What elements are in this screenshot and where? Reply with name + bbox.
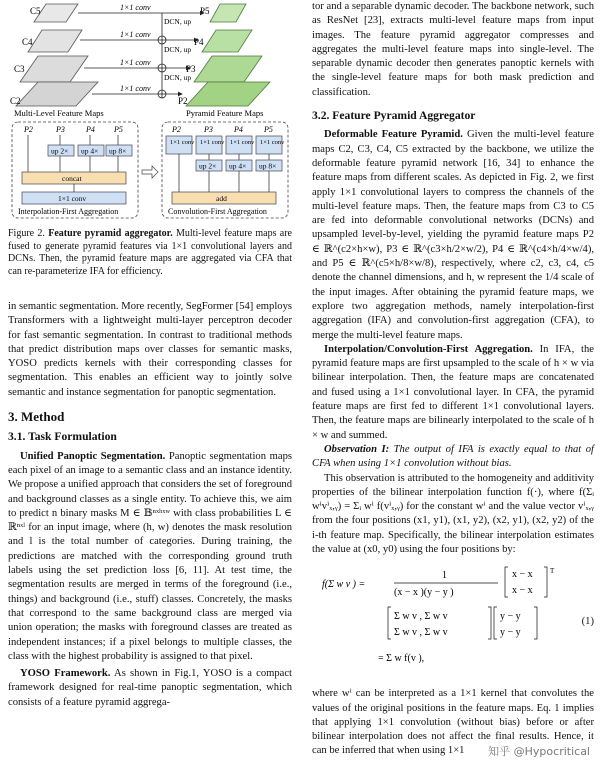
svg-text:f(Σ w v ) =: f(Σ w v ) =	[322, 579, 366, 591]
p4-label: P4	[194, 37, 204, 47]
c2-label: C2	[10, 96, 21, 106]
dfp-text: Given the multi-level feature maps C2, C3, C4, C5 extracted by the backbone, we utilize the deformable feature pyramid network [16, 34] to enhance the feature maps from different scales. As depicted in Fig. 2, we first apply 1×1 convolutional layers to compress the channels of the multi-level feature maps. Then, the feature maps from C3 to C5 are fed into deformable convolutional networks (DCNs) and upsampled level-by-level, yielding the pyramid feature maps P2 ∈ ℝ^(c2×h×w), P3 ∈ ℝ^(c3×h/2×w/2), P4 ∈ ℝ^(c4×h/4×w/4), and P5 ∈ ℝ^(c5×h/8×w/8), respectively, where c2, c3, c4, c5 denote the channel dimensions, and h, w represent the 1/4 scale of the input images. After obtaining the pyramid feature maps, we explore two aggregation methods, namely interpolation-first aggregation (IFA) and convolution-first aggregation (CFA), to merge the multi-level feature maps.	[312, 129, 594, 341]
svg-text:Σ w v , Σ w v: Σ w v , Σ w v	[394, 627, 448, 639]
observation-text: The output of IFA is exactly equal to that of CFA when using 1×1 convolution without bias.	[312, 443, 594, 470]
ifa-p4: P4	[86, 125, 95, 134]
cfa-up4: up 4×	[229, 161, 247, 171]
intro-paragraph: in semantic segmentation. More recently, SegFormer [54] employs Transformers with a lightweight multi-layer perceptron decoder for fast semantic segmentation. In contrast to traditional methods that predict distribution maps over classes for semantic masks, YOSO predicts kernels with their corresponding classes for segmentation. This enables an efficient way to jointly solve semantic and instance segmentation for panoptic segmentation.	[8, 301, 292, 398]
cfa-p3: P3	[204, 125, 213, 134]
cfa-up2: up 2×	[199, 161, 217, 171]
cfa-conv-4: 1×1 conv	[260, 139, 285, 146]
svg-text:x − x: x − x	[512, 585, 533, 597]
arrow-icon	[142, 166, 158, 178]
ifa-p3: P3	[56, 125, 65, 134]
after-equation-paragraph: where wⁱ can be interpreted as a 1×1 kernel that convolutes the values of the original positions in the feature maps. Eq. 1 implies that applying 1×1 convolution (without bias) before or after bilinear interpolation does not affect the final results. Hence, it can be inferred that when using 1×1	[312, 688, 594, 757]
svg-text:Σ w v , Σ w v: Σ w v , Σ w v	[394, 611, 448, 623]
conv-label-2: 1×1 conv	[120, 30, 151, 39]
cfa-p4: P4	[234, 125, 243, 134]
caption-label: Figure 2.	[8, 228, 45, 239]
figure-2	[8, 0, 292, 222]
ifa-up8: up 8×	[109, 146, 127, 156]
caption-text: Multi-level feature maps are fused to generate pyramid features via 1×1 convolutional layers and DCNs. Then, the pyramid feature maps are aggregated via CFA that can re-parameterize IFA for efficiency.	[8, 228, 292, 277]
section-method-heading: 3. Method	[8, 409, 65, 425]
conv-label-1: 1×1 conv	[120, 3, 151, 12]
observation-title: Observation I:	[324, 443, 390, 455]
svg-text:(x − x )(y − y ): (x − x )(y − y )	[394, 587, 454, 599]
c5-label: C5	[30, 6, 41, 16]
dcn-up-label-2: DCN, up	[164, 45, 192, 54]
left-column	[8, 0, 292, 710]
pyramid-feature-maps	[186, 4, 270, 106]
right-column	[312, 0, 594, 759]
svg-text:= Σ w f(v ),: = Σ w f(v ),	[378, 653, 425, 665]
multi-level-feature-maps	[16, 4, 98, 106]
figure-2-diagram	[8, 0, 292, 222]
ifa-p2: P2	[24, 125, 33, 134]
yoso-title: YOSO Framework.	[20, 668, 111, 680]
cfa-conv-3: 1×1 conv	[230, 139, 255, 146]
dcn-up-label-1: DCN, up	[164, 17, 192, 26]
ifa-up2: up 2×	[51, 146, 69, 156]
section-fpa-heading: 3.2. Feature Pyramid Aggregator	[312, 109, 476, 123]
cfa-up8: up 8×	[259, 161, 277, 171]
icfa-title: Interpolation/Convolution-First Aggregation.	[324, 343, 533, 355]
ifa-title: Interpolation-First Aggregation	[18, 207, 119, 216]
p5-label: P5	[200, 6, 210, 16]
figure-caption	[8, 228, 292, 278]
backbone-paragraph: tor and a separable dynamic decoder. The backbone network, such as ResNet [23], extracts multi-level feature maps from input images. The feature pyramid aggregator compresses and aggregates the multi-level feature maps into single-level. The separable dynamic decoder then generates panoptic kernels with the single-level feature maps for both mask prediction and classification.	[312, 1, 594, 98]
p2-label: P2	[178, 96, 188, 106]
cfa-conv-2: 1×1 conv	[200, 139, 225, 146]
cfa-add: add	[216, 194, 227, 203]
cfa-conv-1: 1×1 conv	[170, 139, 195, 146]
ifa-conv: 1×1 conv	[58, 194, 87, 203]
cfa-title: Convolution-First Aggregation	[168, 207, 267, 216]
observation-paragraph	[312, 443, 594, 472]
yoso-text: As shown in Fig.1, YOSO is a compact framework designed for real-time panoptic segmentation, which consists of a feature pyramid aggrega-	[8, 668, 293, 708]
conv-label-3: 1×1 conv	[120, 58, 151, 67]
dfp-title: Deformable Feature Pyramid.	[324, 129, 463, 141]
equation-number: (1)	[581, 616, 594, 628]
watermark: 知乎 @Hypocritical	[488, 745, 590, 758]
unified-paragraph	[8, 450, 292, 664]
p3-label: P3	[186, 64, 196, 74]
dcn-up-label-3: DCN, up	[164, 73, 192, 82]
attribution-paragraph: This observation is attributed to the homogeneity and additivity properties of the bilinear interpolation function f(·), where f(Σᵢ wⁱvⁱₓ,ᵧ) = Σᵢ wⁱ f(vⁱₓ,ᵧ) for the constant wⁱ and the value vector vⁱₓ,ᵧ from the four positions (x1, y1), (x1, y2), (x2, y1), (x2, y2) of the i-th feature map. Specifically, the bilinear interpolation estimates the value at (x0, y0) using the four positions by:	[312, 472, 594, 555]
section-task-heading: 3.1. Task Formulation	[8, 430, 117, 444]
equation-1	[312, 565, 594, 681]
unified-text: Panoptic segmentation maps each pixel of an image to a semantic class and an instance identity. We propose a unified approach that considers the set of foreground and background classes as a single entity. To achieve this, we aim to predict n binary masks M ∈ 𝔹ⁿˣʰˣʷ with class probabilities L ∈ ℝⁿˣˡ for an input image, where (h, w) denotes the mask resolution and l is the total number of categories. During training, the predictions are matched with the corresponding ground truth labels using the set prediction loss [6, 11]. At test time, the segmentation results are merged in terms of the foreground (i.e., things) and background (i.e., stuff) classes. Concretely, the masks that correspond to the same background class are merged via union operation; the masks with foreground classes are treated as independent instances; if a pixel belongs to multiple classes, the class with the highest probability is assigned to that pixel.	[8, 450, 293, 662]
ifa-up4: up 4×	[81, 146, 99, 156]
equation-1-graphic	[312, 565, 572, 681]
conv-label-4: 1×1 conv	[120, 84, 151, 93]
cfa-p2: P2	[172, 125, 181, 134]
icfa-text: In IFA, the pyramid feature maps are first upsampled to the scale of h × w via bilinear interpolation. Then, the feature maps are concatenated and fused using a 1×1 convolutional layer. In CFA, the pyramid feature maps are first fed to different 1×1 convolutional layers. Then, the feature maps are bilinearly interpolated to the scale of h × w and summed.	[312, 343, 594, 441]
unified-title: Unified Panoptic Segmentation.	[20, 450, 166, 462]
svg-text:y − y: y − y	[500, 611, 521, 623]
svg-text:x − x: x − x	[512, 569, 533, 581]
icfa-paragraph	[312, 343, 594, 443]
svg-text:1: 1	[442, 570, 447, 582]
yoso-paragraph	[8, 667, 292, 710]
multi-level-label: Multi-Level Feature Maps	[14, 108, 104, 118]
pyramid-label: Pyramid Feature Maps	[186, 108, 264, 118]
dfp-paragraph	[312, 128, 594, 342]
svg-text:y − y: y − y	[500, 627, 521, 639]
caption-bold: Feature pyramid aggregator.	[48, 228, 173, 239]
ifa-concat: concat	[62, 174, 82, 183]
cfa-p5: P5	[264, 125, 273, 134]
svg-text:T: T	[550, 567, 555, 576]
c3-label: C3	[14, 64, 25, 74]
ifa-p5: P5	[114, 125, 123, 134]
c4-label: C4	[22, 37, 33, 47]
